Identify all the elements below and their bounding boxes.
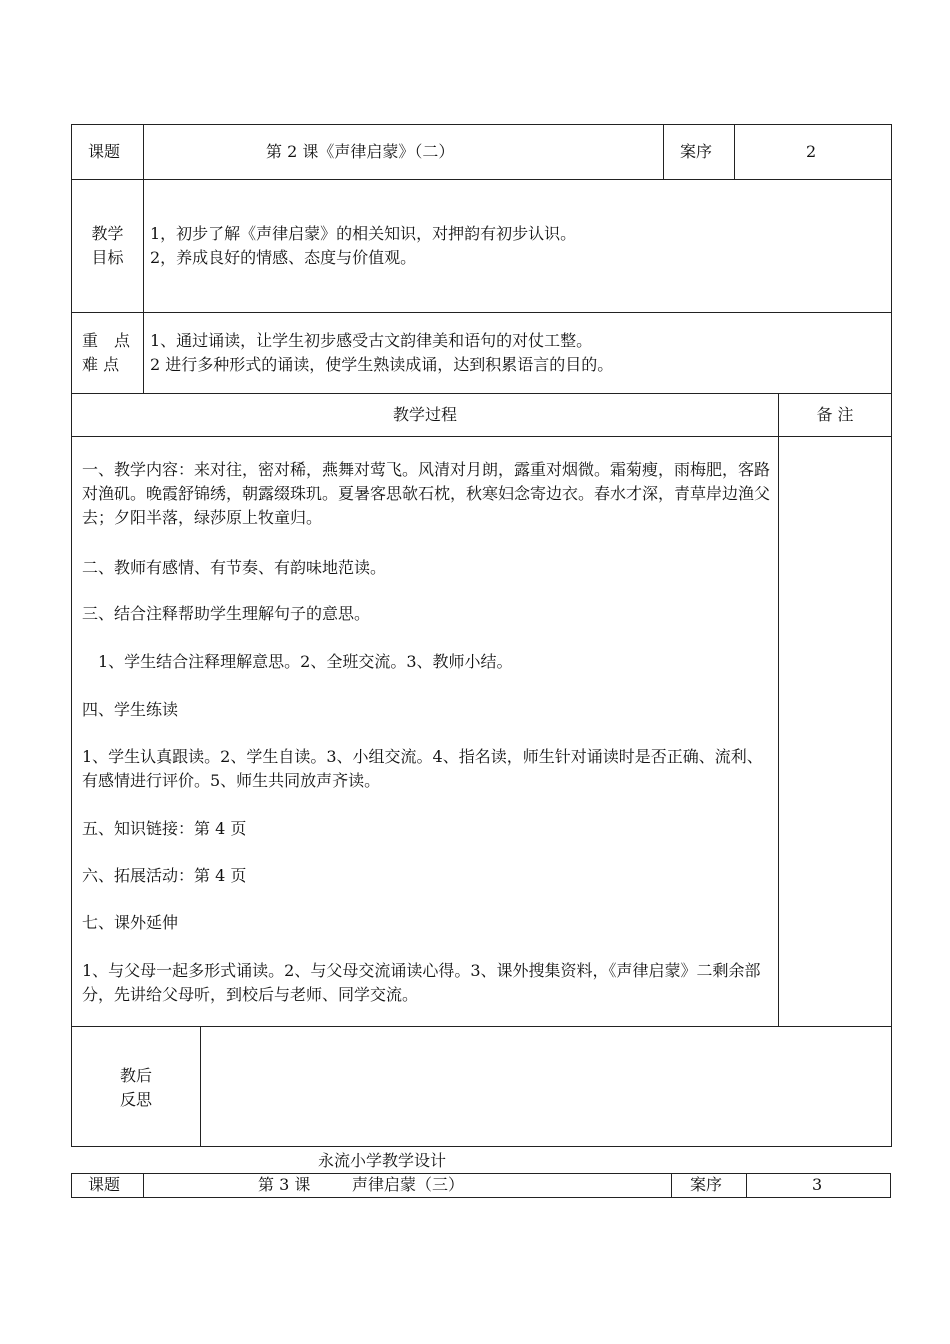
key-point-item: 1、通过诵读，让学生初步感受古文韵律美和语句的对仗工整。 bbox=[150, 331, 593, 350]
lesson3-topic-number: 第 3 课 bbox=[258, 1175, 311, 1194]
process-paragraph: 六、拓展活动：第 4 页 bbox=[82, 866, 247, 885]
goals-label-line1: 教学 bbox=[91, 224, 124, 243]
rule bbox=[671, 1173, 672, 1198]
reflection-field bbox=[201, 1027, 891, 1146]
reflection-label-line2: 反思 bbox=[119, 1090, 152, 1109]
rule bbox=[746, 1173, 747, 1198]
rule bbox=[663, 124, 664, 179]
process-paragraph: 二、教师有感情、有节奏、有韵味地范读。 bbox=[82, 558, 387, 577]
process-paragraph: 一、教学内容：来对往，密对稀，燕舞对莺飞。风清对月朗，露重对烟微。霜菊瘦，雨梅肥，客路对渔矶。晚霞舒锦绣，朝露缀珠玑。夏暑客思欹石枕，秋寒妇念寄边衣。春水才深，青草岸边渔父去；夕阳半落，绿莎原上牧童归。 bbox=[82, 460, 771, 527]
key-label-line1: 重 点 bbox=[82, 331, 131, 350]
rule bbox=[71, 393, 892, 394]
process-paragraph: 四、学生练读 bbox=[82, 700, 179, 719]
rule bbox=[71, 1173, 891, 1174]
process-paragraph: 五、知识链接：第 4 页 bbox=[82, 819, 247, 838]
rule bbox=[143, 179, 144, 393]
goal-item: 2，养成良好的情感、态度与价值观。 bbox=[150, 248, 417, 267]
process-paragraph: 1、学生结合注释理解意思。2、全班交流。3、教师小结。 bbox=[98, 652, 513, 671]
rule bbox=[778, 393, 779, 1026]
reflection-label-line1: 教后 bbox=[119, 1066, 152, 1085]
lesson3-topic-title: 声律启蒙（三） bbox=[352, 1175, 465, 1194]
topic-value: 第 2 课《声律启蒙》（二） bbox=[266, 142, 455, 161]
rule bbox=[891, 124, 892, 1147]
topic-label: 课题 bbox=[88, 142, 121, 161]
process-paragraph: 1、与父母一起多形式诵读。2、与父母交流诵读心得。3、课外搜集资料，《声律启蒙》二剩余部分，先讲给父母听，到校后与老师、同学交流。 bbox=[82, 961, 761, 1004]
notes-header: 备 注 bbox=[816, 405, 854, 424]
rule bbox=[734, 124, 735, 179]
process-header: 教学过程 bbox=[392, 405, 457, 424]
lesson3-topic-label: 课题 bbox=[88, 1175, 121, 1194]
lesson3-order-label: 案序 bbox=[690, 1175, 723, 1194]
rule bbox=[71, 1146, 892, 1147]
rule bbox=[71, 312, 892, 313]
rule bbox=[71, 124, 892, 125]
order-value: 2 bbox=[806, 142, 817, 161]
goal-item: 1，初步了解《声律启蒙》的相关知识，对押韵有初步认识。 bbox=[150, 224, 577, 243]
key-label-line2: 难 点 bbox=[82, 355, 120, 374]
process-paragraph: 1、学生认真跟读。2、学生自读。3、小组交流。4、指名读，师生针对诵读时是否正确、流利、有感情进行评价。5、师生共同放声齐读。 bbox=[82, 747, 763, 790]
rule bbox=[71, 124, 72, 1147]
order-label: 案序 bbox=[680, 142, 713, 161]
goals-label-line2: 目标 bbox=[91, 248, 124, 267]
lesson3-order-value: 3 bbox=[812, 1175, 823, 1194]
process-paragraph: 七、课外延伸 bbox=[82, 913, 179, 932]
rule bbox=[143, 124, 144, 179]
rule bbox=[71, 179, 892, 180]
process-paragraph: 三、结合注释帮助学生理解句子的意思。 bbox=[82, 604, 371, 623]
school-header: 永流小学教学设计 bbox=[318, 1151, 447, 1170]
rule bbox=[71, 436, 892, 437]
rule bbox=[71, 1197, 891, 1198]
key-point-item: 2 进行多种形式的诵读，使学生熟读成诵，达到积累语言的目的。 bbox=[150, 355, 614, 374]
rule bbox=[143, 1173, 144, 1198]
rule bbox=[71, 1173, 72, 1198]
rule bbox=[890, 1173, 891, 1198]
